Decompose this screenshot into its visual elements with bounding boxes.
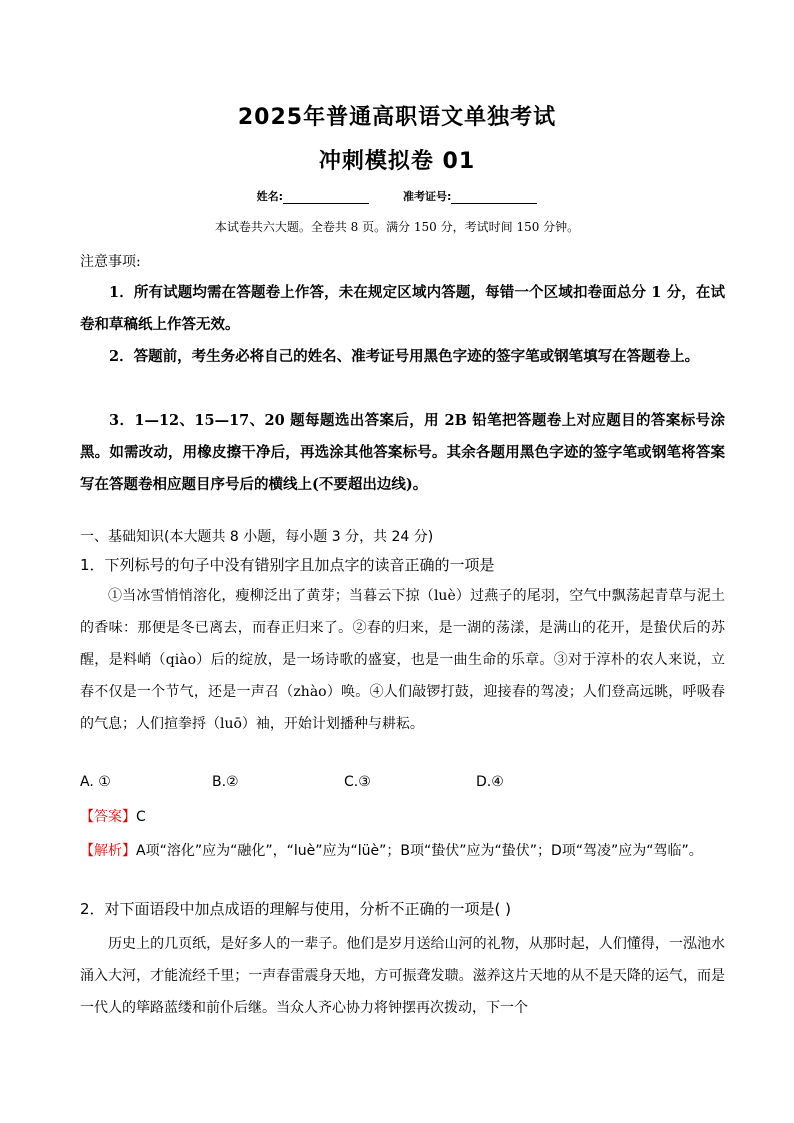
answer-value: C	[136, 809, 146, 825]
option-c: C.③	[344, 774, 371, 790]
notice-item: 2．答题前，考生务必将自己的姓名、准考证号用黑色字迹的签字笔或钢笔填写在答题卷上。	[109, 348, 700, 365]
option-a: A. ①	[80, 774, 111, 790]
section-heading: 一、基础知识(本大题共 8 小题，每小题 3 分，共 24 分)	[80, 529, 434, 545]
notice-title: 注意事项:	[80, 254, 141, 270]
exam-note: 本试卷共六大题。全卷共 8 页。满分 150 分，考试时间 150 分钟。	[214, 220, 580, 234]
candidate-info	[0, 188, 794, 204]
exam-subtitle: 冲刺模拟卷 01	[318, 149, 476, 174]
question-1-stem: 1．下列标号的句子中没有错别字且加点字的读音正确的一项是	[80, 556, 495, 574]
question-1-answer	[80, 806, 146, 826]
notice-item: 1．所有试题均需在答题卷上作答，未在规定区域内答题，每错一个区域扣卷面总分 1 分，在试卷和草稿纸上作答无效。	[80, 284, 725, 333]
option-b: B.②	[212, 774, 239, 790]
option-d: D.④	[476, 774, 504, 790]
question-2-passage: 历史上的几页纸，是好多人的一辈子。他们是岁月送给山河的礼物，从那时起，人们懂得，一泓池水涌入大河，才能流经千里；一声春雷震身天地，方可振聋发聩。滋养这片天地的从不是天降的运气，而是一代人的筚路蓝缕和前仆后继。当众人齐心协力将钟摆再次拨动，下一个	[80, 936, 725, 1016]
question-1-analysis	[80, 836, 725, 866]
name-label: 姓名:	[256, 190, 283, 203]
question-2-stem: 2．对下面语段中加点成语的理解与使用，分析不正确的一项是( )	[80, 900, 512, 918]
ticket-label: 准考证号:	[403, 190, 452, 203]
analysis-tag: 【解析】	[80, 843, 136, 859]
question-1-options	[80, 774, 720, 790]
exam-title: 2025年普通高职语文单独考试	[237, 105, 557, 130]
analysis-text: A项“溶化”应为“融化”，“luè”应为“lüè”；B项“蛰伏”应为“蛰伏”；D项“驾凌”应为“驾临”。	[136, 843, 703, 859]
name-blank	[283, 191, 369, 204]
ticket-blank	[451, 191, 537, 204]
notice-item: 3．1—12、15—17、20 题每题选出答案后，用 2B 铅笔把答题卷上对应题目的答案标号涂黑。如需改动，用橡皮擦干净后，再选涂其他答案标号。其余各题用黑色字迹的签字笔或钢笔将答案写在答题卷相应题目序号后的横线上(不要超出边线)。	[80, 412, 725, 493]
question-1-passage: ①当冰雪悄悄溶化，瘦柳泛出了黄芽；当暮云下掠（luè）过燕子的尾羽，空气中飘荡起青草与泥土的香味：那便是冬已离去，而春正归来了。②春的归来，是一湖的荡漾，是满山的花开，是蛰伏后的苏醒，是料峭（qiào）后的绽放，是一场诗歌的盛宴，也是一曲生命的乐章。③对于淳朴的农人来说，立春不仅是一个节气，还是一声召（zhào）唤。④人们敲锣打鼓，迎接春的驾凌；人们登高远眺，呼吸春的气息；人们揎拳捋（luō）袖，开始计划播种与耕耘。	[80, 588, 725, 732]
answer-tag: 【答案】	[80, 809, 136, 825]
